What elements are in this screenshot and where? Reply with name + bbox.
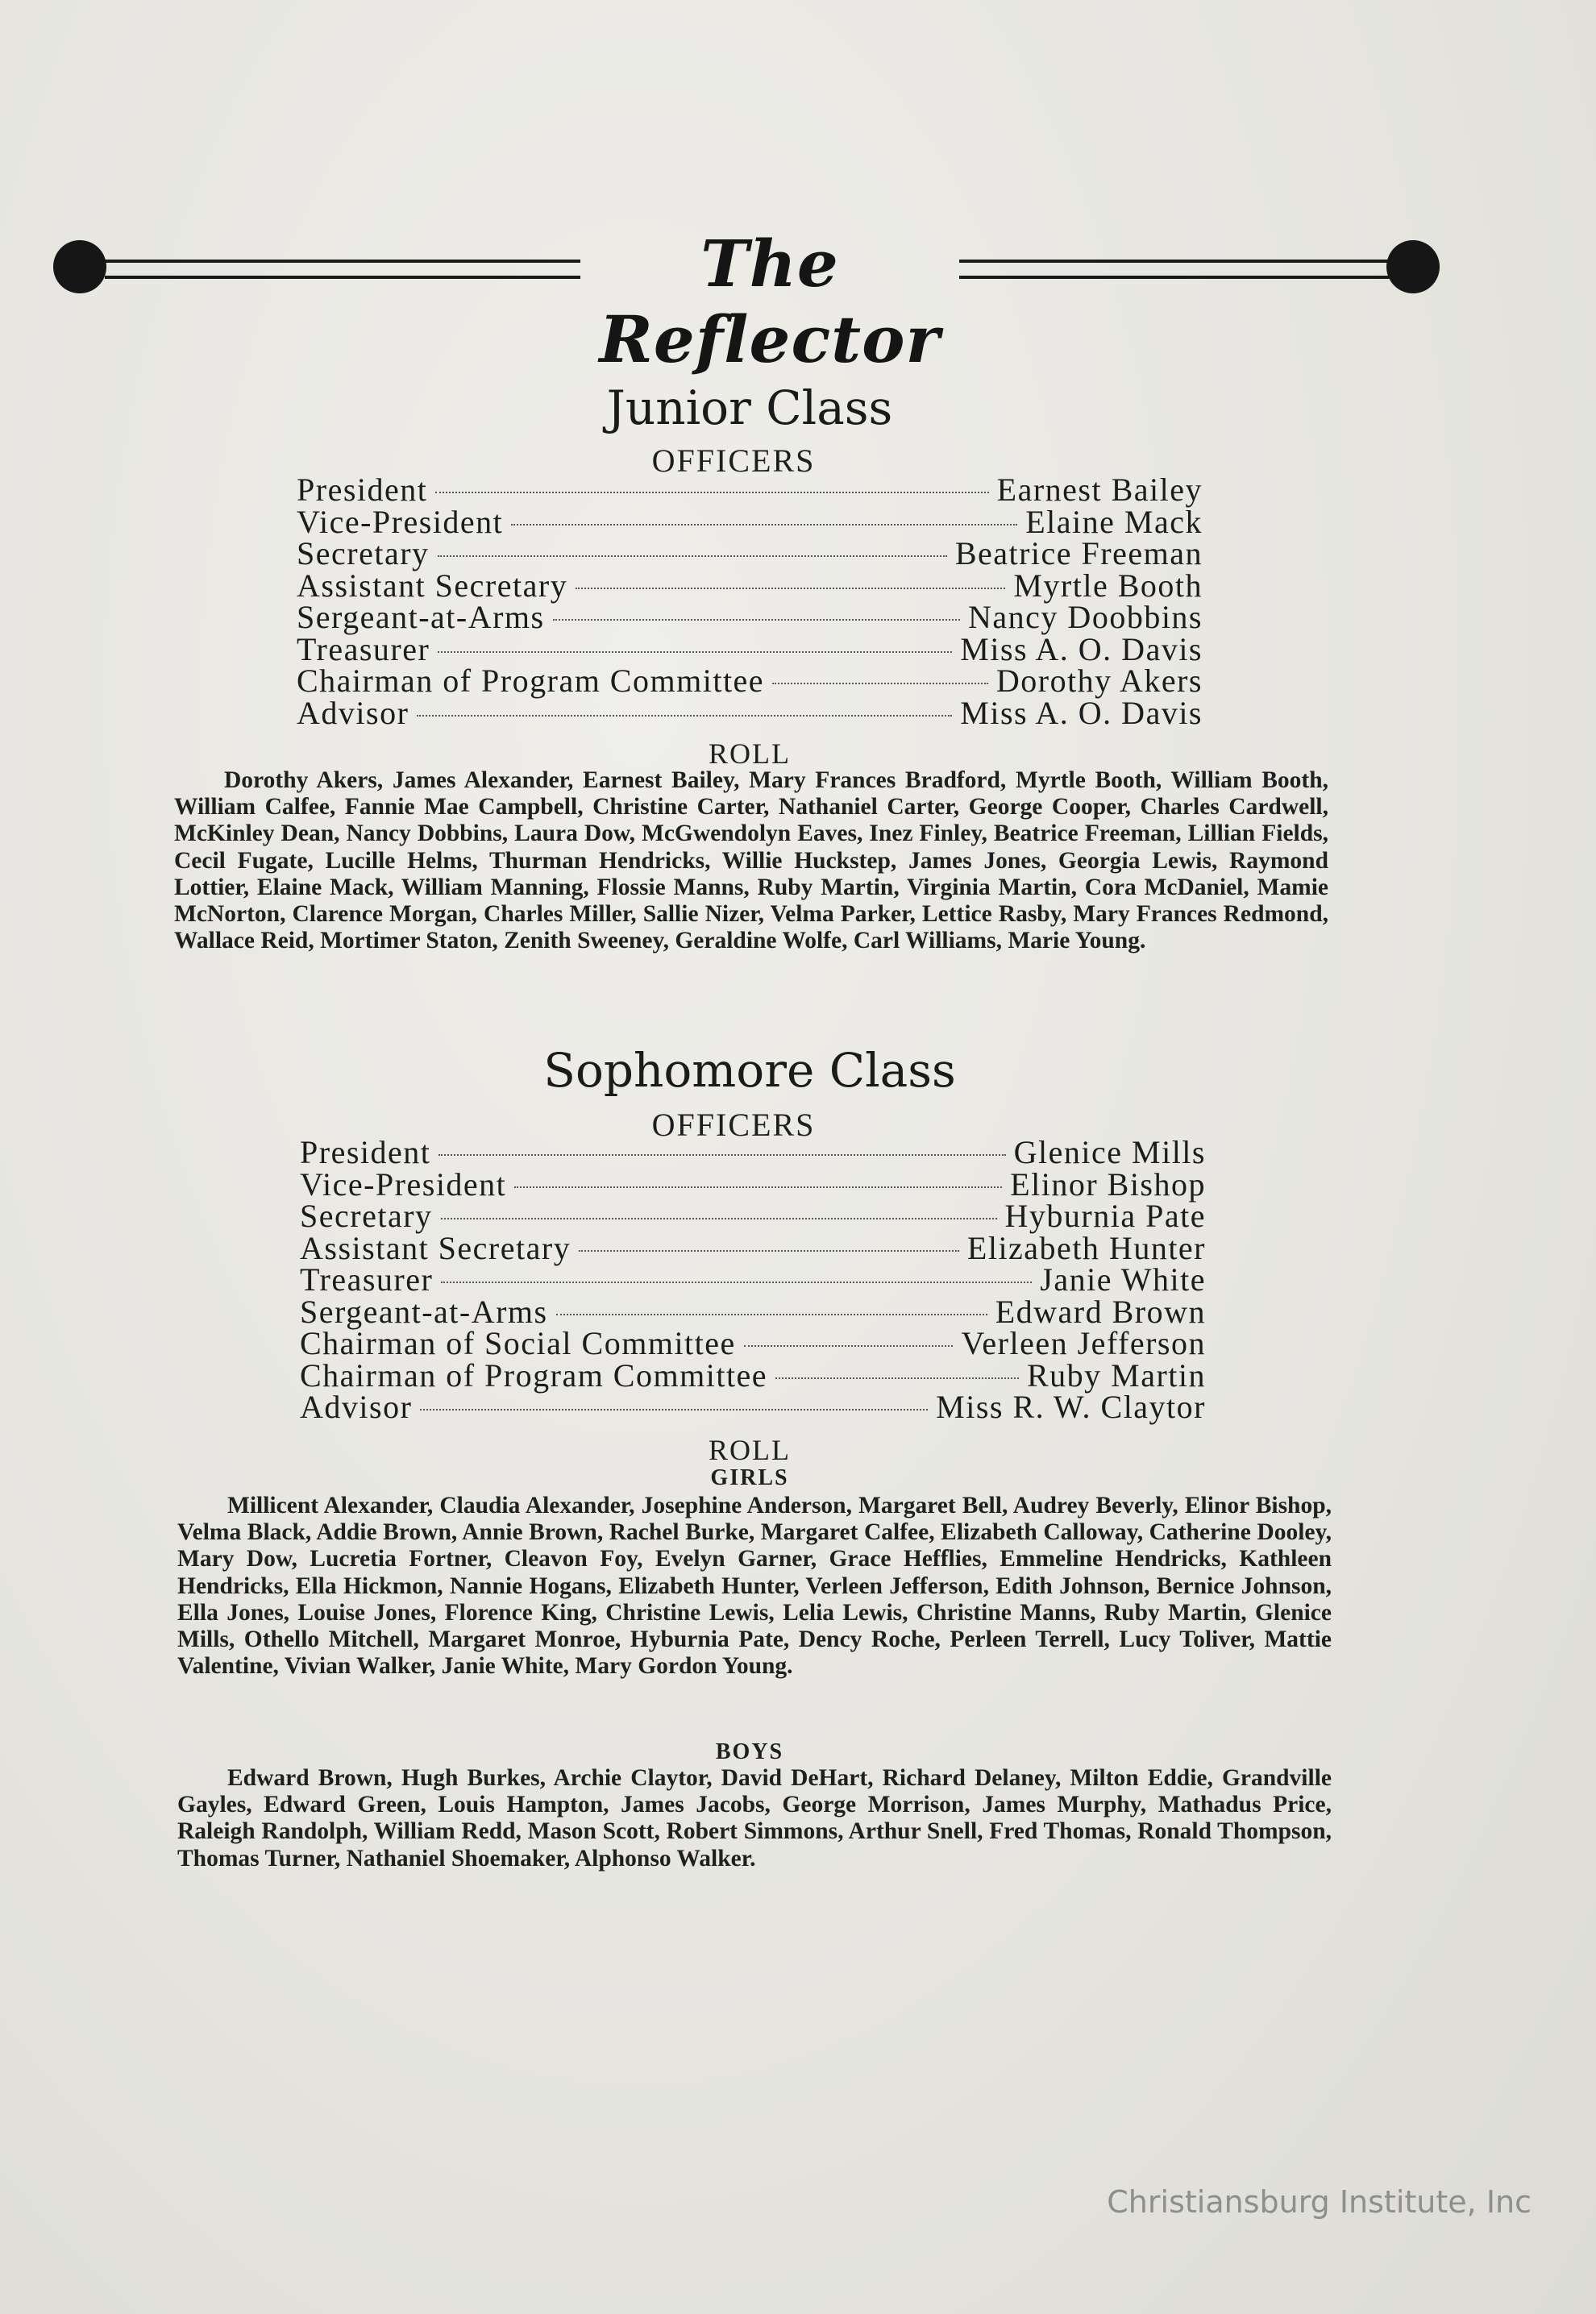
dot-leader: [420, 1409, 928, 1410]
dot-leader: [511, 524, 1017, 526]
officer-name: Nancy Doobbins: [968, 599, 1203, 635]
officer-name: Dorothy Akers: [995, 663, 1203, 699]
officer-row: [297, 474, 1203, 506]
officer-role: Treasurer: [300, 1261, 434, 1298]
dot-leader: [556, 1314, 987, 1315]
sophomore-class-title: Sophomore Class: [543, 1043, 956, 1098]
dot-leader: [772, 683, 988, 684]
officer-row: [300, 1261, 1206, 1298]
girls-heading: GIRLS: [710, 1465, 789, 1490]
officer-role: Vice-President: [297, 503, 504, 540]
officer-row: [300, 1327, 1206, 1360]
junior-roll-text: Dorothy Akers, James Alexander, Earnest Bailey, Mary Frances Bradford, Myrtle Booth, William Booth, William Calfee, Fannie Mae Campbell, Christine Carter, Nathaniel Carter, George Cooper, Charles Cardwell, McKinley Dean, Nancy Dobbins, Laura Dow, McGwendolyn Eaves, Inez Finley, Beatrice Freeman, Lillian Fields, Cecil Fugate, Lucille Helms, Thurman Hendricks, Willie Huckstep, James Jones, Georgia Lewis, Raymond Lottier, Elaine Mack, William Manning, Flossie Manns, Ruby Martin, Virginia Martin, Cora McDaniel, Mamie McNorton, Clarence Morgan, Charles Miller, Sallie Nizer, Velma Parker, Lettice Rasby, Mary Frances Redmond, Wallace Reid, Mortimer Staton, Zenith Sweeney, Geraldine Wolfe, Carl Williams, Marie Young.: [174, 767, 1328, 954]
sophomore-officers-heading: OFFICERS: [651, 1107, 816, 1143]
officer-name: Elaine Mack: [1025, 503, 1203, 540]
officer-row: [300, 1136, 1206, 1169]
officer-role: President: [300, 1134, 431, 1170]
dot-leader: [435, 492, 988, 493]
junior-officers-list: [297, 474, 1203, 729]
officer-role: Secretary: [297, 535, 430, 571]
officer-name: Glenice Mills: [1013, 1134, 1206, 1170]
officer-name: Elizabeth Hunter: [966, 1229, 1206, 1266]
officer-row: [297, 535, 1203, 571]
officer-name: Edward Brown: [995, 1293, 1206, 1330]
officer-row: [297, 503, 1203, 540]
header-rule-left: [105, 260, 580, 279]
dot-leader: [438, 651, 952, 653]
sophomore-officers-list: [300, 1136, 1206, 1423]
dot-leader: [441, 1218, 997, 1219]
dot-leader: [438, 555, 947, 557]
officer-role: Chairman of Social Committee: [300, 1325, 736, 1361]
junior-class-title: Junior Class: [606, 380, 893, 435]
officer-row: [297, 567, 1203, 604]
officer-row: [297, 665, 1203, 697]
officer-role: Advisor: [297, 694, 409, 731]
sophomore-roll-heading: ROLL: [709, 1434, 791, 1466]
page-header: [48, 226, 1443, 377]
officer-name: Miss A. O. Davis: [960, 694, 1203, 731]
officer-row: [300, 1229, 1206, 1266]
archive-watermark: Christiansburg Institute, Inc: [1107, 2184, 1532, 2220]
dot-leader: [514, 1186, 1002, 1188]
boys-heading: BOYS: [715, 1739, 784, 1764]
dot-leader: [579, 1250, 959, 1252]
officer-row: [300, 1356, 1206, 1394]
officer-role: Secretary: [300, 1198, 433, 1234]
officer-name: Beatrice Freeman: [954, 535, 1203, 571]
header-dot-left: [53, 240, 106, 293]
officer-name: Janie White: [1040, 1261, 1206, 1298]
officer-role: Treasurer: [297, 630, 430, 667]
officer-row: [297, 630, 1203, 667]
officer-role: Sergeant-at-Arms: [297, 599, 545, 635]
officer-role: Assistant Secretary: [300, 1229, 571, 1266]
dot-leader: [775, 1377, 1019, 1379]
officer-row: [300, 1391, 1206, 1423]
officer-role: Advisor: [300, 1389, 413, 1425]
dot-leader: [553, 619, 960, 621]
officer-name: Miss A. O. Davis: [960, 630, 1203, 667]
dot-leader: [417, 715, 952, 717]
officer-row: [300, 1293, 1206, 1330]
officer-role: Chairman of Program Committee: [297, 663, 765, 699]
officer-role: Sergeant-at-Arms: [300, 1293, 548, 1330]
girls-roll-text: Millicent Alexander, Claudia Alexander, Josephine Anderson, Margaret Bell, Audrey Beverly, Elinor Bishop, Velma Black, Addie Brown, Annie Brown, Rachel Burke, Margaret Calfee, Elizabeth Calloway, Catherine Dooley, Mary Dow, Lucretia Fortner, Cleavon Foy, Evelyn Garner, Grace Hefflies, Emmeline Hendricks, Kathleen Hendricks, Ella Hickmon, Nannie Hogans, Elizabeth Hunter, Verleen Jefferson, Edith Johnson, Bernice Johnson, Ella Jones, Louise Jones, Florence King, Christine Lewis, Lelia Lewis, Christine Manns, Ruby Martin, Glenice Mills, Othello Mitchell, Margaret Monroe, Hyburnia Pate, Dency Roche, Perleen Terrell, Lucy Toliver, Mattie Valentine, Vivian Walker, Janie White, Mary Gordon Young.: [177, 1493, 1332, 1680]
officer-row: [297, 601, 1203, 634]
officer-role: Vice-President: [300, 1165, 507, 1203]
header-rule-right: [959, 260, 1394, 279]
officer-role: Assistant Secretary: [297, 567, 568, 604]
officer-name: Verleen Jefferson: [961, 1325, 1206, 1361]
dot-leader: [744, 1345, 954, 1347]
header-dot-right: [1386, 240, 1440, 293]
officer-name: Ruby Martin: [1026, 1356, 1206, 1394]
boys-roll-text: Edward Brown, Hugh Burkes, Archie Claytor, David DeHart, Richard Delaney, Milton Eddie, Grandville Gayles, Edward Green, Louis Hampton, James Jacobs, George Morrison, James Murphy, Mathadus Price, Raleigh Randolph, William Redd, Mason Scott, Robert Simmons, Arthur Snell, Fred Thomas, Ronald Thompson, Thomas Turner, Nathaniel Shoemaker, Alphonso Walker.: [177, 1765, 1332, 1872]
junior-roll-heading: ROLL: [709, 737, 791, 770]
officer-role: Chairman of Program Committee: [300, 1356, 768, 1394]
officer-row: [300, 1200, 1206, 1232]
officer-row: [297, 694, 1203, 731]
publication-title: The Reflector: [599, 226, 941, 377]
officer-name: Miss R. W. Claytor: [936, 1389, 1206, 1425]
junior-officers-heading: OFFICERS: [651, 442, 816, 479]
officer-name: Myrtle Booth: [1013, 567, 1203, 604]
officer-name: Hyburnia Pate: [1004, 1198, 1206, 1234]
dot-leader: [576, 588, 1005, 589]
dot-leader: [441, 1282, 1032, 1283]
officer-row: [300, 1165, 1206, 1203]
officer-name: Elinor Bishop: [1010, 1165, 1206, 1203]
officer-name: Earnest Bailey: [996, 472, 1203, 508]
dot-leader: [438, 1154, 1005, 1156]
officer-role: President: [297, 472, 428, 508]
